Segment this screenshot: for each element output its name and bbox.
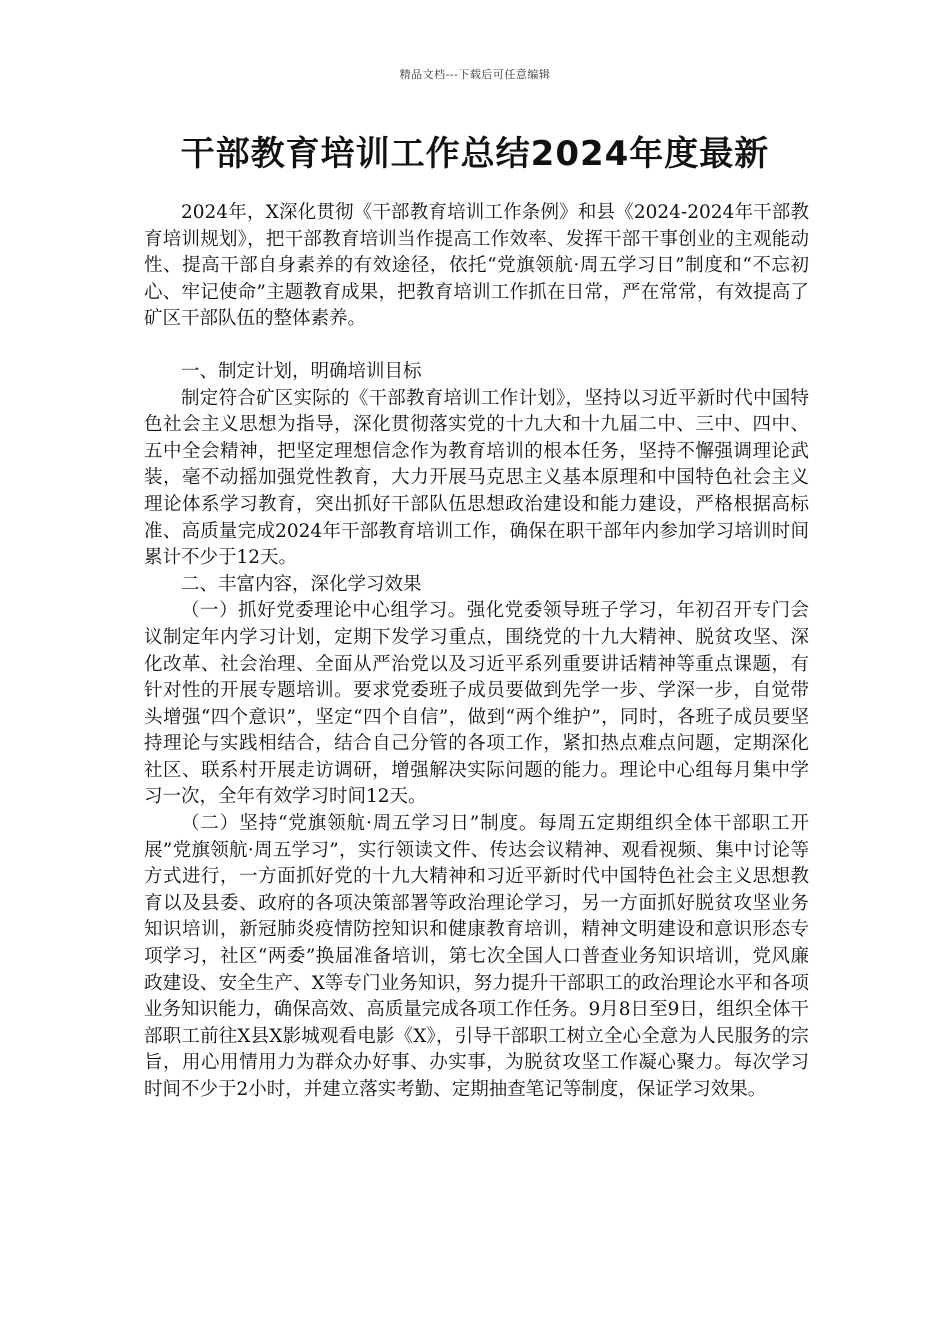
subsection-2-paragraph: （二）坚持“党旗领航·周五学习日”制度。每周五定期组织全体干部职工开展”党旗领航·周五学习”，实行领读文件、传达会议精神、观看视频、集中讨论等方式进行，一方面抓好党的十九大精神和习近平新时代中国特色社会主义思想教育以及县委、政府的各项决策部署等政治理论学习，另一方面抓好脱贫攻坚业务知识培训，新冠肺炎疫情防控知识和健康教育培训，精神文明建设和意识形态专项学习，社区“两委”换届准备培训，第七次全国人口普查业务知识培训，党风廉政建设、安全生产、X等专门业务知识，努力提升干部职工的政治理论水平和各项业务知识能力，确保高效、高质量完成各项工作任务。9月8日至9日，组织全体干部职工前往X县X影城观看电影《X》，引导干部职工树立全心全意为人民服务的宗旨，用心用情用力为群众办好事、办实事，为脱贫攻坚工作凝心聚力。每次学习时间不少于2小时，并建立落实考勤、定期抽查笔记等制度，保证学习效果。 <box>144 813 809 1100</box>
section-heading-2: 二、丰富内容，深化学习效果 <box>181 573 422 595</box>
document-body <box>144 200 809 1104</box>
section-1-paragraph: 制定符合矿区实际的《干部教育培训工作计划》，坚持以习近平新时代中国特色社会主义思想为指导，深化贯彻落实党的十九大和十九届二中、三中、四中、五中全会精神，把坚定理想信念作为教育培训的根本任务，坚持不懈强调理论武装，毫不动摇加强党性教育，大力开展马克思主义基本原理和中国特色社会主义理论体系学习教育，突出抓好干部队伍思想政治建设和能力建设，严格根据高标准、高质量完成2024年干部教育培训工作，确保在职干部年内参加学习培训时间累计不少于12天。 <box>144 387 809 569</box>
section-heading-1: 一、制定计划，明确培训目标 <box>181 360 422 382</box>
paragraph-gap <box>144 333 809 359</box>
document-title: 干部教育培训工作总结2024年度最新 <box>180 134 770 174</box>
intro-paragraph: 2024年，X深化贯彻《干部教育培训工作条例》和县《2024-2024年干部教育培训规划》，把干部教育培训当作提高工作效率、发挥干部干事创业的主观能动性、提高干部自身素养的有效途径，依托“党旗领航·周五学习日”制度和“不忘初心、牢记使命”主题教育成果，把教育培训工作抓在日常，严在常常，有效提高了矿区干部队伍的整体素养。 <box>144 202 809 330</box>
subsection-1-paragraph: （一）抓好党委理论中心组学习。强化党委领导班子学习，年初召开专门会议制定年内学习计划，定期下发学习重点，围绕党的十九大精神、脱贫攻坚、深化改革、社会治理、全面从严治党以及习近平系列重要讲话精神等重点课题，有针对性的开展专题培训。要求党委班子成员要做到先学一步、学深一步，自觉带头增强“四个意识”，坚定“四个自信”，做到“两个维护”，同时，各班子成员要坚持理论与实践相结合，结合自己分管的各项工作，紧扣热点难点问题，定期深化社区、联系村开展走访调研，增强解决实际问题的能力。理论中心组每月集中学习一次，全年有效学习时间12天。 <box>144 600 809 808</box>
header-note: 精品文档---下载后可任意编辑 <box>399 68 551 81</box>
